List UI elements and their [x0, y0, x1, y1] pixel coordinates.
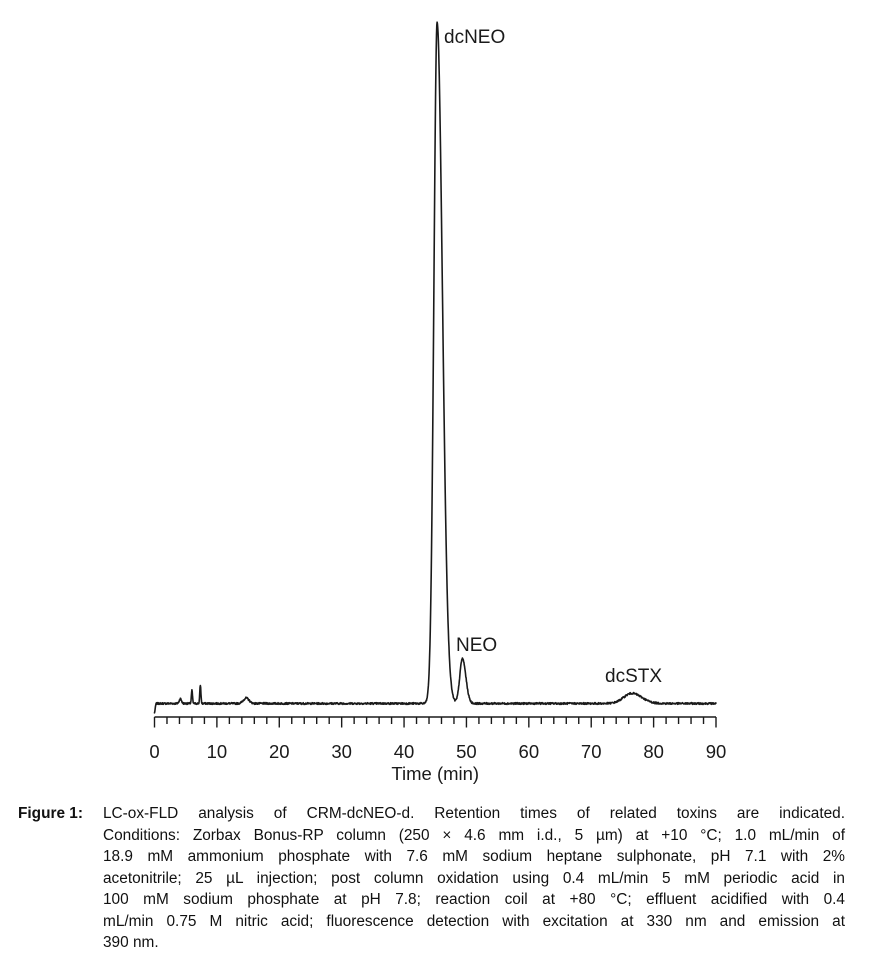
x-tick-label: 20 [268, 741, 290, 762]
x-tick-label: 80 [643, 741, 664, 762]
chromatogram-trace [155, 22, 717, 713]
caption-line: 390 nm. [103, 934, 159, 951]
caption-line: Conditions: Zorbax Bonus-RP column (250 × 4.6 mm i.d., 5 µm) at +10 °C; 1.0 mL/min of [103, 826, 845, 844]
caption-line: 100 mM sodium phosphate at pH 7.8; reaction coil at +80 °C; effluent acidified with 0.4 [103, 891, 845, 908]
peak-label-dcneo: dcNEO [444, 27, 506, 48]
figure-label: Figure 1: [18, 805, 83, 822]
x-tick-label: 50 [456, 741, 477, 762]
x-tick-label: 60 [518, 741, 540, 762]
caption-line: acetonitrile; 25 µL injection; post column oxidation using 0.4 mL/min 5 mM periodic acid in [103, 869, 845, 887]
caption-line: 18.9 mM ammonium phosphate with 7.6 mM sodium heptane sulphonate, pH 7.1 with 2% [103, 848, 845, 865]
x-tick-label: 30 [331, 741, 352, 762]
caption-line: mL/min 0.75 M nitric acid; fluorescence detection with excitation at 330 nm and emission at [103, 912, 845, 930]
peak-label-dcstx: dcSTX [605, 666, 663, 687]
x-tick-label: 10 [206, 741, 228, 762]
caption-line: LC-ox-FLD analysis of CRM-dcNEO-d. Retention times of related toxins are indicated. [103, 805, 845, 822]
x-tick-label: 90 [705, 741, 727, 762]
x-tick-label: 40 [393, 741, 415, 762]
x-axis-title: Time (min) [391, 763, 480, 784]
figure-caption-text [103, 803, 845, 954]
x-tick-label: 70 [580, 741, 602, 762]
x-tick-label: 0 [149, 741, 160, 762]
peak-label-neo: NEO [456, 635, 498, 656]
